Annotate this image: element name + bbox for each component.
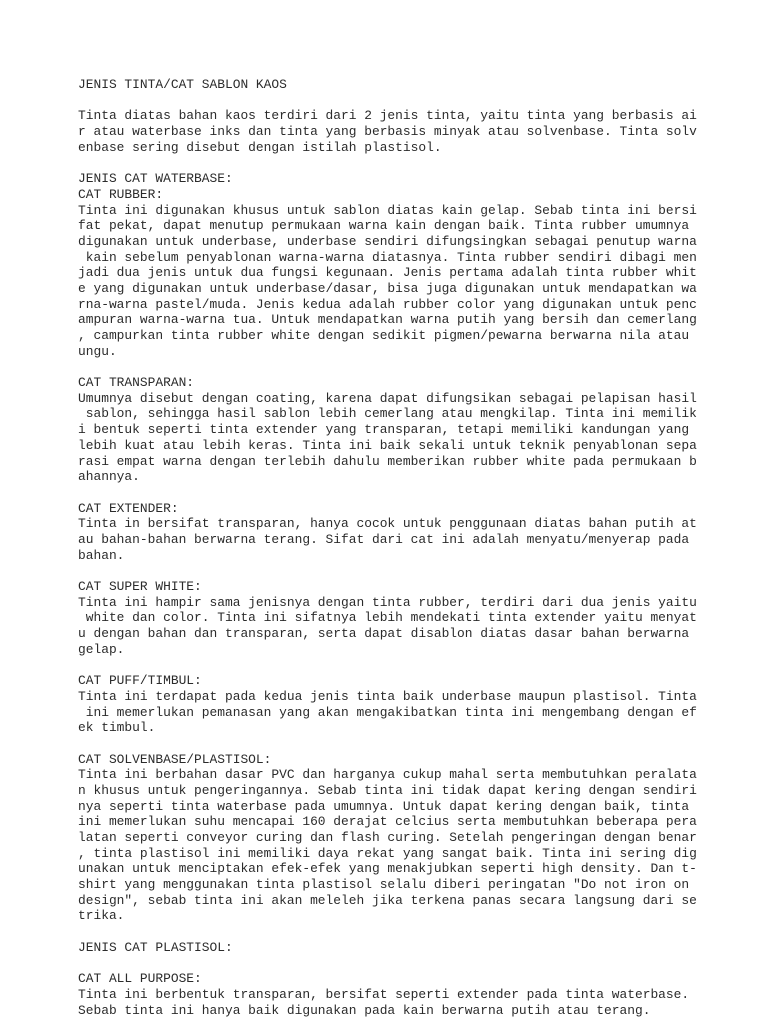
text-line: Umumnya disebut dengan coating, karena dapat difungsikan sebagai pelapisan hasil — [78, 390, 697, 406]
text-line: n khusus untuk pengeringannya. Sebab tinta ini tidak dapat kering dengan sendiri — [78, 782, 697, 798]
blank-line — [78, 956, 698, 972]
text-line: rasi empat warna dengan terlebih dahulu memberikan rubber white pada permukaan b — [78, 453, 697, 469]
blank-line — [78, 563, 698, 579]
text-line: , tinta plastisol ini memiliki daya rekat yang sangat baik. Tinta ini sering dig — [78, 845, 697, 861]
text-line: Tinta ini hampir sama jenisnya dengan tinta rubber, terdiri dari dua jenis yaitu — [78, 594, 697, 610]
text-line: ini memerlukan pemanasan yang akan mengakibatkan tinta ini mengembang dengan ef — [78, 704, 697, 720]
blank-line — [78, 155, 698, 171]
blank-line — [78, 924, 698, 940]
text-line: sablon, sehingga hasil sablon lebih cemerlang atau mengkilap. Tinta ini memilik — [78, 406, 697, 422]
text-line: ek timbul. — [78, 720, 156, 736]
text-line: rna-warna pastel/muda. Jenis kedua adalah rubber color yang digunakan untuk penc — [78, 296, 697, 312]
text-line: nya seperti tinta waterbase pada umumnya. Untuk dapat kering dengan baik, tinta — [78, 798, 690, 814]
text-line: , campurkan tinta rubber white dengan sedikit pigmen/pewarna berwarna nila atau — [78, 328, 690, 343]
text-line: CAT TRANSPARAN: — [78, 375, 195, 391]
text-line: shirt yang menggunakan tinta plastisol selalu diberi peringatan "Do not iron on — [78, 877, 690, 893]
text-line: CAT SOLVENBASE/PLASTISOL: — [78, 751, 272, 767]
text-line: digunakan untuk underbase, underbase sendiri difungsingkan sebagai penutup warna — [78, 233, 697, 249]
text-line: Tinta ini berbentuk transparan, bersifat seperti extender pada tinta waterbase. — [78, 986, 690, 1002]
text-line: ahannya. — [78, 469, 140, 485]
blank-line — [78, 736, 698, 752]
blank-line — [78, 359, 698, 375]
text-line: u dengan bahan dan transparan, serta dapat disablon diatas dasar bahan berwarna — [78, 626, 690, 642]
text-line: kain sebelum penyablonan warna-warna diatasnya. Tinta rubber sendiri dibagi men — [78, 249, 697, 265]
text-line: au bahan-bahan berwarna terang. Sifat dari cat ini adalah menyatu/menyerap pada — [78, 531, 690, 547]
text-line: CAT RUBBER: — [78, 186, 164, 202]
text-line: white dan color. Tinta ini sifatnya lebih mendekati tinta extender yaitu menyat — [78, 610, 697, 626]
text-line: Tinta diatas bahan kaos terdiri dari 2 jenis tinta, yaitu tinta yang berbasis ai — [78, 108, 697, 124]
text-line: Sebab tinta ini hanya baik digunakan pada kain berwarna putih atau terang. — [78, 1002, 651, 1018]
text-line: ampuran warna-warna tua. Untuk mendapatkan warna putih yang bersih dan cemerlang — [78, 312, 697, 328]
text-line: enbase sering disebut dengan istilah plastisol. — [78, 139, 442, 155]
text-line: CAT PUFF/TIMBUL: — [78, 673, 202, 689]
text-line: lebih kuat atau lebih keras. Tinta ini baik sekali untuk teknik penyablonan sepa — [78, 437, 697, 453]
text-line: ungu. — [78, 343, 117, 359]
text-line: JENIS CAT WATERBASE: — [78, 171, 233, 187]
text-line: JENIS CAT PLASTISOL: — [78, 939, 233, 955]
text-line: e yang digunakan untuk underbase/dasar, bisa juga digunakan untuk mendapatkan wa — [78, 280, 697, 296]
text-line: i bentuk seperti tinta extender yang transparan, tetapi memiliki kandungan yang — [78, 422, 690, 438]
blank-line — [78, 657, 698, 673]
text-line: Tinta in bersifat transparan, hanya cocok untuk penggunaan diatas bahan putih at — [78, 516, 697, 532]
text-line: CAT ALL PURPOSE: — [78, 971, 202, 987]
text-line: CAT SUPER WHITE: — [78, 579, 202, 594]
text-line: latan seperti conveyor curing dan flash curing. Setelah pengeringan dengan benar — [78, 830, 697, 845]
text-line: JENIS TINTA/CAT SABLON KAOS — [78, 77, 287, 92]
text-line: Tinta ini terdapat pada kedua jenis tinta baik underbase maupun plastisol. Tinta — [78, 688, 697, 704]
text-line: Tinta ini berbahan dasar PVC dan harganya cukup mahal serta membutuhkan peralata — [78, 767, 697, 783]
text-line: jadi dua jenis untuk dua fungsi kegunaan. Jenis pertama adalah tinta rubber whit — [78, 265, 697, 281]
text-line: bahan. — [78, 547, 125, 563]
text-line: design", sebab tinta ini akan meleleh jika terkena panas secara langsung dari se — [78, 892, 697, 908]
text-line: CAT EXTENDER: — [78, 500, 179, 516]
text-line: unakan untuk menciptakan efek-efek yang menakjubkan seperti high density. Dan t- — [78, 861, 697, 877]
text-line: Tinta ini digunakan khusus untuk sablon diatas kain gelap. Sebab tinta ini bersi — [78, 202, 697, 218]
text-line: fat pekat, dapat menutup permukaan warna kain dengan baik. Tinta rubber umumnya — [78, 218, 690, 234]
text-line: trika. — [78, 908, 125, 924]
text-line: gelap. — [78, 641, 125, 657]
text-line: r atau waterbase inks dan tinta yang berbasis minyak atau solvenbase. Tinta solv — [78, 124, 697, 140]
text-line: ini memerlukan suhu mencapai 160 derajat celcius serta membutuhkan beberapa pera — [78, 814, 697, 830]
document-page — [78, 77, 698, 1018]
blank-line — [78, 93, 698, 109]
blank-line — [78, 485, 698, 501]
